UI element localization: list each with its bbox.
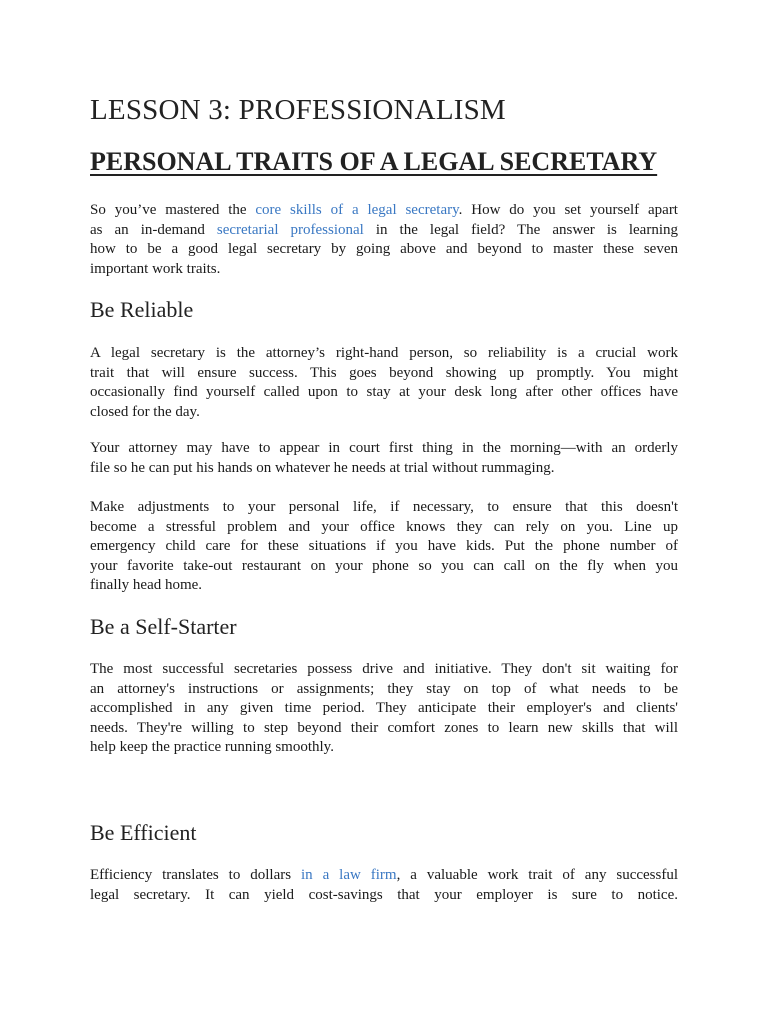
paragraph-line bbox=[90, 383, 678, 403]
paragraph-line bbox=[90, 201, 678, 221]
text-run: Make adjustments to your personal life, if necessary, to ensure that this doesn't bbox=[90, 499, 678, 515]
text-run: accomplished in any given time period. They anticipate their employer's and clients' bbox=[90, 700, 678, 716]
paragraph-line bbox=[90, 403, 678, 423]
paragraph bbox=[90, 660, 678, 758]
text-run: your favorite take-out restaurant on your phone so you can call on the fly when you bbox=[90, 557, 678, 574]
paragraph-line bbox=[90, 537, 678, 557]
paragraph-line bbox=[90, 459, 678, 479]
text-run: closed for the day. bbox=[90, 403, 200, 420]
paragraph-line bbox=[90, 866, 678, 886]
paragraph-line bbox=[90, 221, 678, 241]
text-run: . How do you set yourself apart bbox=[458, 202, 678, 218]
text-run: , a valuable work trait of any successful bbox=[396, 867, 679, 883]
paragraph-line bbox=[90, 680, 678, 700]
text-run: Your attorney may have to appear in court first thing in the morning—with an orderly bbox=[90, 440, 678, 456]
text-run: an attorney's instructions or assignments; they stay on top of what needs to be bbox=[90, 680, 678, 697]
paragraph-line bbox=[90, 738, 678, 758]
text-run: important work traits. bbox=[90, 260, 221, 277]
paragraph-line bbox=[90, 576, 678, 596]
paragraph-line bbox=[90, 498, 678, 518]
text-run: as an in-demand bbox=[90, 221, 217, 238]
paragraph-line bbox=[90, 439, 678, 459]
section-heading: Be a Self-Starter bbox=[90, 614, 237, 639]
paragraph-line bbox=[90, 518, 678, 538]
paragraph-line bbox=[90, 557, 678, 577]
paragraph-line bbox=[90, 240, 678, 260]
text-run: legal secretary. It can yield cost-savings that your employer is sure to notice. bbox=[90, 886, 678, 903]
text-run: finally head home. bbox=[90, 577, 203, 593]
section-heading: Be Efficient bbox=[90, 820, 197, 845]
text-run: So you’ve mastered the bbox=[90, 202, 256, 218]
inline-link[interactable]: secretarial professional bbox=[216, 221, 364, 238]
text-run: The most successful secretaries possess drive and initiative. They don't sit waiting for bbox=[90, 661, 678, 677]
paragraph-line bbox=[90, 344, 678, 364]
paragraph-line bbox=[90, 886, 678, 906]
text-run: in the legal field? The answer is learning bbox=[363, 221, 678, 238]
paragraph bbox=[90, 201, 678, 279]
paragraph bbox=[90, 866, 678, 905]
paragraph-line bbox=[90, 260, 678, 280]
paragraph-line bbox=[90, 699, 678, 719]
paragraph bbox=[90, 439, 678, 478]
text-run: A legal secretary is the attorney’s right-hand person, so reliability is a crucial work bbox=[90, 345, 678, 361]
text-run: needs. They're willing to step beyond their comfort zones to learn new skills that will bbox=[90, 719, 678, 736]
text-run: emergency child care for these situations if you have kids. Put the phone number of bbox=[90, 538, 678, 554]
text-run: how to be a good legal secretary by going above and beyond to master these seven bbox=[90, 241, 678, 257]
inline-link[interactable]: in a law firm bbox=[301, 867, 397, 883]
document-title: PERSONAL TRAITS OF A LEGAL SECRETARY bbox=[90, 147, 658, 176]
text-run: trait that will ensure success. This goes beyond showing up promptly. You might bbox=[90, 364, 678, 381]
text-run: help keep the practice running smoothly. bbox=[90, 739, 334, 755]
text-run: file so he can put his hands on whatever he needs at trial without rummaging. bbox=[90, 459, 555, 476]
paragraph-line bbox=[90, 660, 678, 680]
text-run: become a stressful problem and your office knows they can rely on you. Line up bbox=[90, 518, 678, 535]
paragraph bbox=[90, 344, 678, 422]
text-run: Efficiency translates to dollars bbox=[90, 867, 302, 883]
lesson-title: LESSON 3: PROFESSIONALISM bbox=[90, 94, 506, 126]
paragraph-line bbox=[90, 364, 678, 384]
text-run: occasionally find yourself called upon to stay at your desk long after other offices have bbox=[90, 384, 678, 400]
paragraph-line bbox=[90, 719, 678, 739]
section-heading: Be Reliable bbox=[90, 297, 194, 322]
inline-link[interactable]: core skills of a legal secretary bbox=[255, 202, 459, 218]
paragraph bbox=[90, 498, 678, 596]
